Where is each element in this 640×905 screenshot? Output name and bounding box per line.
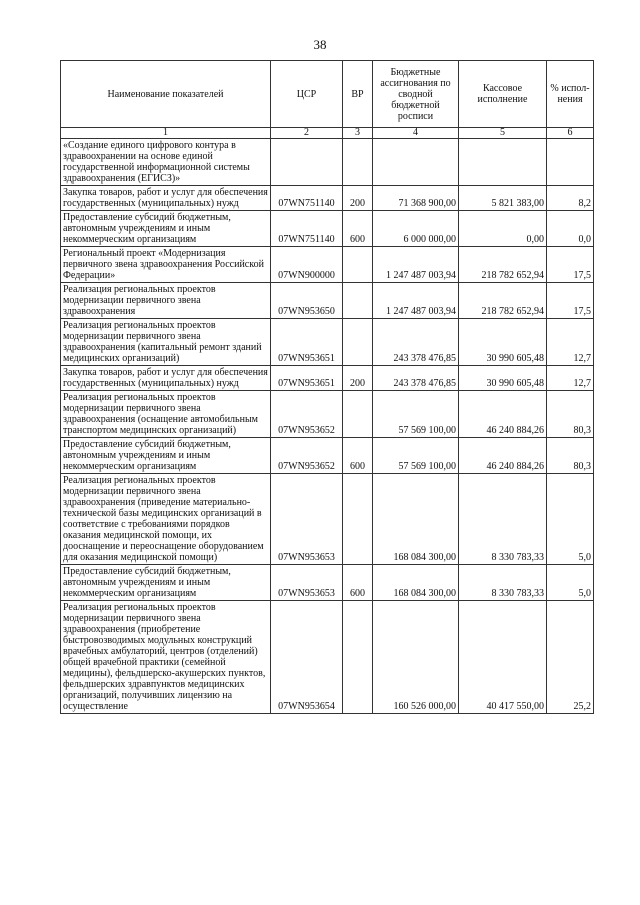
- header-cash: Кассовое исполнение: [459, 61, 547, 128]
- table-row: [61, 139, 594, 186]
- row-cash-cell: 218 782 652,94: [459, 247, 547, 283]
- row-budget-cell: 1 247 487 003,94: [373, 283, 459, 319]
- row-vr-cell: [343, 391, 373, 438]
- table-row: [61, 474, 594, 565]
- row-vr-cell: 200: [343, 186, 373, 211]
- column-number: 3: [343, 128, 373, 139]
- row-name-cell: Реализация региональных проектов модернизации первичного звена здравоохранения (капитальный ремонт зданий медицинских организаций): [61, 319, 271, 366]
- row-cash-cell: 30 990 605,48: [459, 319, 547, 366]
- row-pct-cell: 5,0: [547, 565, 594, 601]
- table-row: [61, 601, 594, 714]
- header-pct: % испол-нения: [547, 61, 594, 128]
- row-vr-cell: 600: [343, 438, 373, 474]
- column-number: 6: [547, 128, 594, 139]
- row-name-cell: Реализация региональных проектов модернизации первичного звена здравоохранения: [61, 283, 271, 319]
- row-budget-cell: 243 378 476,85: [373, 319, 459, 366]
- row-pct-cell: 17,5: [547, 283, 594, 319]
- row-pct-cell: 80,3: [547, 438, 594, 474]
- row-vr-cell: 600: [343, 565, 373, 601]
- row-csr-cell: 07WN953653: [271, 474, 343, 565]
- row-pct-cell: 5,0: [547, 474, 594, 565]
- table-row: [61, 366, 594, 391]
- header-vr: ВР: [343, 61, 373, 128]
- row-cash-cell: 0,00: [459, 211, 547, 247]
- row-vr-cell: [343, 247, 373, 283]
- row-pct-cell: 25,2: [547, 601, 594, 714]
- row-pct-cell: 12,7: [547, 366, 594, 391]
- row-csr-cell: 07WN953651: [271, 319, 343, 366]
- page-number: 38: [313, 37, 327, 52]
- row-budget-cell: [373, 139, 459, 186]
- table-row: [61, 211, 594, 247]
- table-header-row: [61, 61, 594, 128]
- row-cash-cell: 8 330 783,33: [459, 474, 547, 565]
- column-number: 2: [271, 128, 343, 139]
- header-name: Наименование показателей: [61, 61, 271, 128]
- row-budget-cell: 168 084 300,00: [373, 474, 459, 565]
- table-row: [61, 319, 594, 366]
- row-name-cell: «Создание единого цифрового контура в здравоохранении на основе единой государственной информационной системы здравоохранения (ЕГИСЗ)»: [61, 139, 271, 186]
- row-csr-cell: 07WN953651: [271, 366, 343, 391]
- row-cash-cell: 8 330 783,33: [459, 565, 547, 601]
- row-csr-cell: 07WN751140: [271, 211, 343, 247]
- row-name-cell: Закупка товаров, работ и услуг для обеспечения государственных (муниципальных) нужд: [61, 366, 271, 391]
- table-row: [61, 565, 594, 601]
- row-pct-cell: 0,0: [547, 211, 594, 247]
- row-csr-cell: 07WN953653: [271, 565, 343, 601]
- row-budget-cell: 57 569 100,00: [373, 391, 459, 438]
- row-pct-cell: 12,7: [547, 319, 594, 366]
- row-vr-cell: 600: [343, 211, 373, 247]
- row-budget-cell: 1 247 487 003,94: [373, 247, 459, 283]
- header-budget: Бюджетные ассигнования по сводной бюджетной росписи: [373, 61, 459, 128]
- row-vr-cell: [343, 319, 373, 366]
- table-row: [61, 283, 594, 319]
- column-number: 1: [61, 128, 271, 139]
- budget-execution-table: [60, 60, 594, 714]
- row-cash-cell: 46 240 884,26: [459, 438, 547, 474]
- row-cash-cell: 46 240 884,26: [459, 391, 547, 438]
- table-row: [61, 186, 594, 211]
- row-budget-cell: 243 378 476,85: [373, 366, 459, 391]
- row-csr-cell: 07WN953654: [271, 601, 343, 714]
- row-name-cell: Реализация региональных проектов модернизации первичного звена здравоохранения (приведение материально-технической базы медицинских организаций в соответствие с требованиями порядков оказания медицинской помощи, их дооснащение и переоснащение оборудованием для оказания медицинской помощи): [61, 474, 271, 565]
- row-cash-cell: [459, 139, 547, 186]
- row-cash-cell: 218 782 652,94: [459, 283, 547, 319]
- row-vr-cell: [343, 474, 373, 565]
- row-csr-cell: 07WN751140: [271, 186, 343, 211]
- row-csr-cell: 07WN900000: [271, 247, 343, 283]
- row-name-cell: Предоставление субсидий бюджетным, автономным учреждениям и иным некоммерческим организациям: [61, 565, 271, 601]
- row-budget-cell: 160 526 000,00: [373, 601, 459, 714]
- row-csr-cell: [271, 139, 343, 186]
- row-csr-cell: 07WN953652: [271, 391, 343, 438]
- column-number: 5: [459, 128, 547, 139]
- row-pct-cell: 17,5: [547, 247, 594, 283]
- table-row: [61, 247, 594, 283]
- row-vr-cell: 200: [343, 366, 373, 391]
- row-vr-cell: [343, 139, 373, 186]
- row-budget-cell: 57 569 100,00: [373, 438, 459, 474]
- row-name-cell: Региональный проект «Модернизация первичного звена здравоохранения Российской Федерации»: [61, 247, 271, 283]
- row-cash-cell: 5 821 383,00: [459, 186, 547, 211]
- row-name-cell: Реализация региональных проектов модернизации первичного звена здравоохранения (оснащение автомобильным транспортом медицинских организаций): [61, 391, 271, 438]
- column-number: 4: [373, 128, 459, 139]
- column-number-row: [61, 128, 594, 139]
- row-csr-cell: 07WN953650: [271, 283, 343, 319]
- table-row: [61, 438, 594, 474]
- header-csr: ЦСР: [271, 61, 343, 128]
- table-row: [61, 391, 594, 438]
- row-budget-cell: 71 368 900,00: [373, 186, 459, 211]
- row-pct-cell: 80,3: [547, 391, 594, 438]
- row-vr-cell: [343, 283, 373, 319]
- row-name-cell: Закупка товаров, работ и услуг для обеспечения государственных (муниципальных) нужд: [61, 186, 271, 211]
- row-csr-cell: 07WN953652: [271, 438, 343, 474]
- row-budget-cell: 6 000 000,00: [373, 211, 459, 247]
- table-body: [61, 139, 594, 714]
- row-cash-cell: 40 417 550,00: [459, 601, 547, 714]
- row-cash-cell: 30 990 605,48: [459, 366, 547, 391]
- row-vr-cell: [343, 601, 373, 714]
- row-pct-cell: [547, 139, 594, 186]
- row-name-cell: Предоставление субсидий бюджетным, автономным учреждениям и иным некоммерческим организациям: [61, 438, 271, 474]
- row-name-cell: Предоставление субсидий бюджетным, автономным учреждениям и иным некоммерческим организациям: [61, 211, 271, 247]
- row-budget-cell: 168 084 300,00: [373, 565, 459, 601]
- row-name-cell: Реализация региональных проектов модернизации первичного звена здравоохранения (приобретение быстровозводимых модульных конструкций врачебных амбулаторий, центров (отделений) общей врачебной практики (семейной медицины), фельдшерско-акушерских пунктов, фельдшерских здравпунктов медицинских организаций, получивших лицензию на осуществление: [61, 601, 271, 714]
- row-pct-cell: 8,2: [547, 186, 594, 211]
